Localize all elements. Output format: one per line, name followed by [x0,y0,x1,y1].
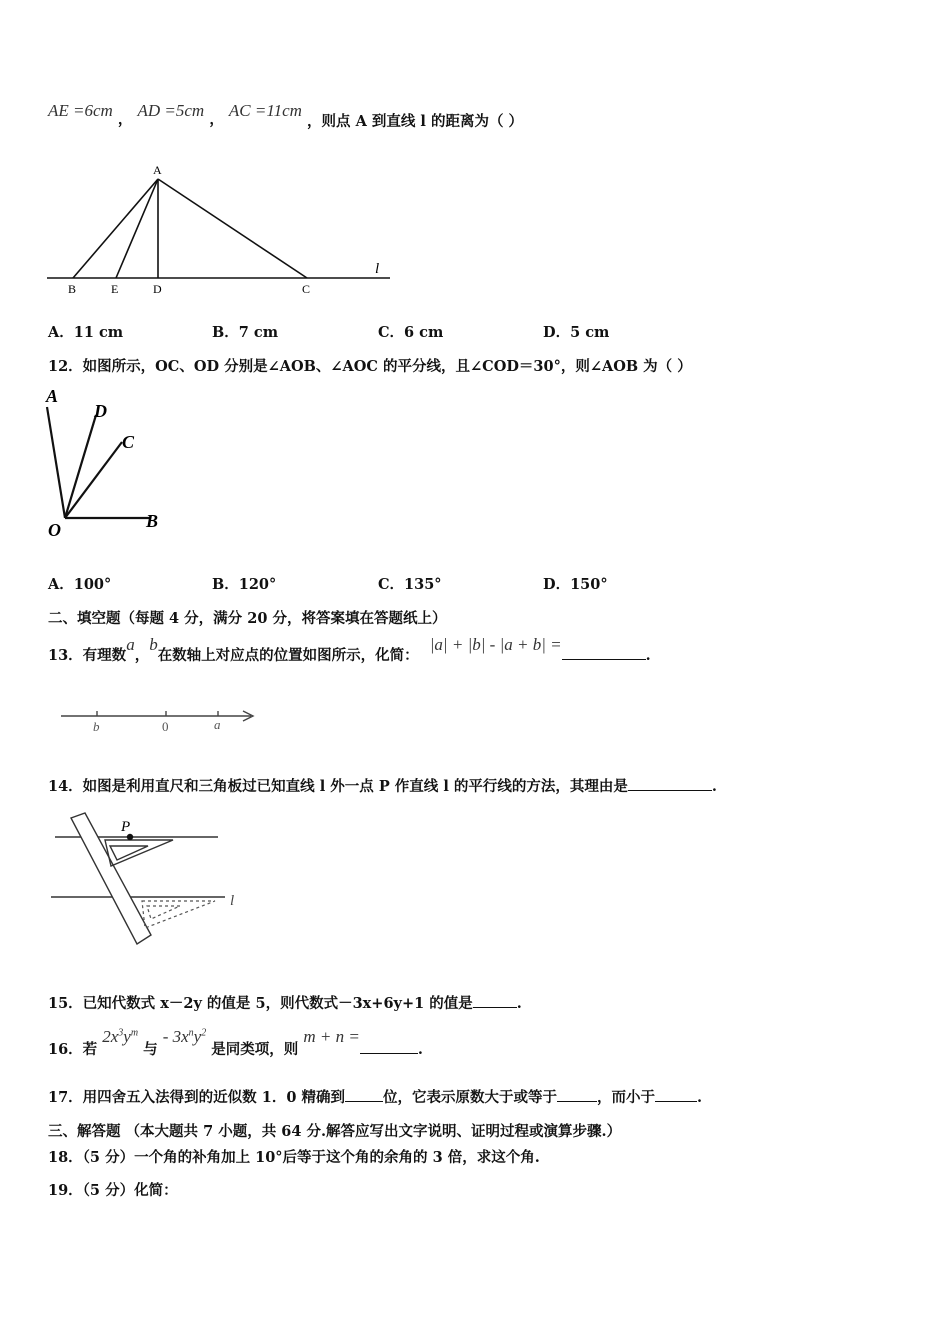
q13-axis-label-zero: 0 [162,719,169,734]
q14-answer-blank[interactable] [628,776,712,791]
q13-var-a: a [126,635,135,654]
q17-end: . [696,1089,703,1106]
q16-term-1 [102,1027,138,1046]
q11-question: ，则点 A 到直线 l 的距离为（ ） [307,113,524,130]
q12-option-c: C．135° [378,576,442,593]
q14-text: 14．如图是利用直尺和三角板过已知直线 l 外一点 P 作直线 l 的平行线的方法，其理由是 [48,778,628,795]
q15-end: . [516,995,522,1012]
q11-label-b: B [68,282,77,296]
q16-term-1-yexp: m [130,1027,139,1039]
section-3-heading: 三、解答题 （本大题共 7 小题，共 64 分.解答应写出文字说明、证明过程或演算步骤.） [48,1123,622,1140]
q13-line [48,634,651,664]
q16-mid: 是同类项，则 [211,1041,299,1058]
q15-text: 15．已知代数式 x－2y 的值是 5，则代数式－3x+6y+1 的值是 [48,995,473,1012]
q17-blank-1[interactable] [345,1087,383,1102]
q13-axis-label-b: b [93,719,100,734]
q11-given-ad: AD =5cm [137,101,205,120]
q18-text: 18．（5 分）一个角的补角加上 10°后等于这个角的余角的 3 倍，求这个角. [48,1149,540,1166]
q11-option-d: D．5 cm [543,324,610,341]
section-2-heading: 二、填空题（每题 4 分，满分 20 分，将答案填在答题纸上） [48,610,447,627]
q11-label-c: C [302,282,311,296]
q14-ruler-triangle-figure [45,810,255,950]
q16-term-1-y: y [123,1027,131,1046]
q11-comma-2: ， [209,111,224,128]
q12-option-a: A．100° [48,576,112,593]
q13-answer-blank[interactable] [562,645,646,660]
q13-axis-label-a: a [214,717,221,732]
q16-with: 与 [143,1041,158,1058]
q16-term-2 [163,1027,207,1046]
q16-term-2-coef: - 3x [162,1027,189,1046]
q12-label-o: O [48,520,61,540]
q12-label-c: C [122,432,135,452]
q16-term-1-xexp: 3 [118,1027,124,1039]
q17-part-2: 位，它表示原数大于或等于 [382,1089,557,1106]
q11-option-a: A．11 cm [48,324,124,341]
q13-sep: ， [134,647,150,664]
q16-term-2-yexp: 2 [201,1027,207,1039]
q13-expression: |a| + |b| - |a + b| = [429,635,562,654]
q14-label-p: P [121,819,131,835]
q13-var-b: b [149,635,158,654]
q15-line [48,992,522,1013]
q12-label-a: A [46,386,59,406]
q13-end: . [645,647,651,664]
q16-prefix: 16．若 [48,1041,98,1058]
q11-option-c: C．6 cm [378,324,444,341]
q17-part-1: 17．用四舍五入法得到的近似数 1．0 精确到 [48,1089,345,1106]
q11-label-d: D [153,282,162,296]
q16-end: . [417,1041,423,1058]
q17-line [48,1086,702,1107]
q16-line [48,1026,423,1058]
q16-answer-blank[interactable] [360,1039,418,1054]
q11-given-line [48,100,524,130]
q12-option-b: B．120° [212,576,277,593]
q14-line [48,775,717,796]
q13-number-line [55,700,265,740]
q13-mid: 在数轴上对应点的位置如图所示，化简： [157,647,419,664]
q11-given-ac: AC =11cm [228,101,302,120]
q12-angle-figure [40,385,180,545]
q17-part-3: ，而小于 [596,1089,655,1106]
q16-term-1-coef: 2x [102,1027,119,1046]
q17-blank-3[interactable] [655,1087,697,1102]
q11-label-l: l [375,261,380,277]
q11-given-ae: AE =6cm [48,101,113,120]
q13-prefix: 13．有理数 [48,647,127,664]
q12-text: 12．如图所示，OC、OD 分别是∠AOB、∠AOC 的平分线，且∠COD＝30°，则∠AOB 为（ ） [48,358,692,375]
q17-blank-2[interactable] [557,1087,597,1102]
q14-end: . [711,778,717,795]
q12-label-d: D [94,401,107,421]
q16-expression: m + n = [303,1027,360,1046]
q12-label-b: B [146,511,159,531]
q15-answer-blank[interactable] [473,993,517,1008]
q11-option-b: B．7 cm [212,324,279,341]
q16-term-2-xexp: n [188,1027,194,1039]
q16-term-2-y: y [193,1027,202,1046]
q19-text: 19．（5 分）化简： [48,1182,178,1199]
q11-label-a: A [153,163,162,177]
q11-label-e: E [111,282,119,296]
q11-comma-1: ， [117,111,133,128]
q12-option-d: D．150° [543,576,608,593]
q11-triangle-figure [40,160,400,300]
q14-label-l: l [230,893,235,909]
